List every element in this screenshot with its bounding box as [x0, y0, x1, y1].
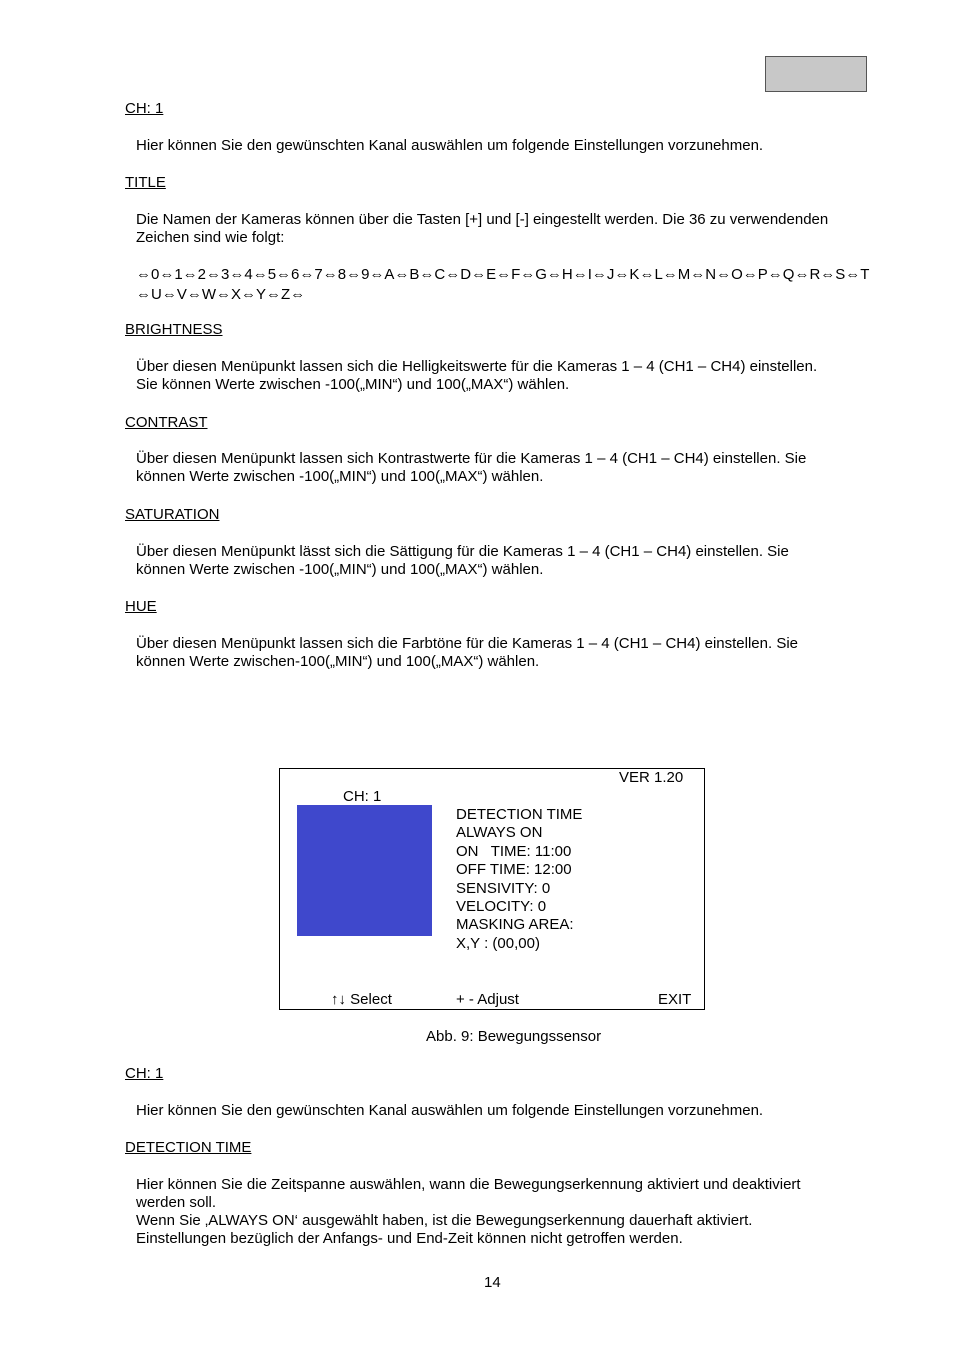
- text-line: Hier können Sie die Zeitspanne auswählen, wann die Bewegungserkennung aktiviert und deaktiviert: [136, 1176, 801, 1193]
- text-line: Über diesen Menüpunkt lassen sich die Farbtöne für die Kameras 1 – 4 (CH1 – CH4) einstellen. Sie: [136, 635, 799, 652]
- heading-title: TITLE: [125, 174, 166, 191]
- menu-item: OFF TIME: 12:00: [456, 861, 572, 879]
- osd-menu-figure: [279, 768, 705, 1010]
- text-line: Die Namen der Kameras können über die Tasten [+] und [-] eingestellt werden. Die 36 zu verwendenden: [136, 211, 829, 228]
- text-line: Hier können Sie den gewünschten Kanal auswählen um folgende Einstellungen vorzunehmen.: [136, 1102, 764, 1119]
- osd-channel: CH: 1: [343, 788, 382, 805]
- heading-ch1-bottom: CH: 1: [125, 1065, 164, 1082]
- paragraph-ch1: [136, 137, 886, 155]
- paragraph-hue: [136, 635, 886, 671]
- text-line: Hier können Sie den gewünschten Kanal auswählen um folgende Einstellungen vorzunehmen.: [136, 137, 764, 154]
- paragraph-detection-time: [136, 1176, 886, 1248]
- heading-saturation: SATURATION: [125, 506, 220, 523]
- text-line: Über diesen Menüpunkt lässt sich die Sättigung für die Kameras 1 – 4 (CH1 – CH4) einstellen. Sie: [136, 543, 789, 560]
- menu-item: DETECTION TIME: [456, 806, 583, 823]
- text-line: können Werte zwischen -100(„MIN“) und 100(„MAX“) wählen.: [136, 561, 544, 578]
- character-line: ⇔0⇔1⇔2⇔3⇔4⇔5⇔6⇔7⇔8⇔9⇔A⇔B⇔C⇔D⇔E⇔F⇔G⇔H⇔I⇔J⇔K⇔L⇔M⇔N⇔O⇔P⇔Q⇔R⇔S⇔T: [136, 266, 870, 283]
- camera-preview: [297, 805, 432, 936]
- text-line: Über diesen Menüpunkt lassen sich Kontrastwerte für die Kameras 1 – 4 (CH1 – CH4) einstellen. Sie: [136, 450, 807, 467]
- menu-item: X,Y : (00,00): [456, 934, 540, 952]
- paragraph-saturation: [136, 543, 886, 579]
- menu-item: VELOCITY: 0: [456, 898, 547, 916]
- heading-contrast: CONTRAST: [125, 414, 208, 431]
- text-line: Über diesen Menüpunkt lassen sich die Helligkeitswerte für die Kameras 1 – 4 (CH1 – CH4) einstellen.: [136, 358, 818, 375]
- character-list: [136, 265, 886, 305]
- text-line: können Werte zwischen -100(„MIN“) und 100(„MAX“) wählen.: [136, 468, 544, 485]
- text-line: Sie können Werte zwischen -100(„MIN“) und 100(„MAX“) wählen.: [136, 376, 570, 393]
- text-line: Zeichen sind wie folgt:: [136, 229, 285, 246]
- heading-brightness: BRIGHTNESS: [125, 321, 223, 338]
- osd-select-hint: ↑↓ Select: [331, 991, 392, 1008]
- menu-item: ON TIME: 11:00: [456, 842, 572, 860]
- heading-detection-time: DETECTION TIME: [125, 1139, 252, 1156]
- menu-item: SENSIVITY: 0: [456, 879, 551, 897]
- paragraph-contrast: [136, 450, 886, 486]
- heading-ch1: CH: 1: [125, 100, 164, 117]
- osd-version: VER 1.20: [619, 769, 684, 786]
- text-line: können Werte zwischen-100(„MIN“) und 100(„MAX“) wählen.: [136, 653, 540, 670]
- text-line: werden soll.: [136, 1194, 217, 1211]
- paragraph-brightness: [136, 358, 886, 394]
- heading-hue: HUE: [125, 598, 157, 615]
- menu-item: ALWAYS ON: [456, 824, 543, 842]
- text-line: Wenn Sie ‚ALWAYS ON‘ ausgewählt haben, ist die Bewegungserkennung dauerhaft aktiviert.: [136, 1212, 753, 1229]
- osd-adjust-hint: + - Adjust: [456, 991, 519, 1008]
- paragraph-title: [136, 211, 886, 247]
- menu-item: MASKING AREA:: [456, 916, 574, 934]
- paragraph-ch1-bottom: [136, 1102, 886, 1120]
- header-gray-box: [765, 56, 867, 92]
- character-line: ⇔U⇔V⇔W⇔X⇔Y⇔Z⇔: [136, 286, 306, 303]
- page-number: 14: [484, 1274, 501, 1291]
- text-line: Einstellungen bezüglich der Anfangs- und End-Zeit können nicht getroffen werden.: [136, 1230, 683, 1247]
- figure-caption: Abb. 9: Bewegungssensor: [426, 1028, 602, 1045]
- osd-menu-list: [456, 806, 582, 953]
- osd-exit-label: EXIT: [658, 991, 692, 1008]
